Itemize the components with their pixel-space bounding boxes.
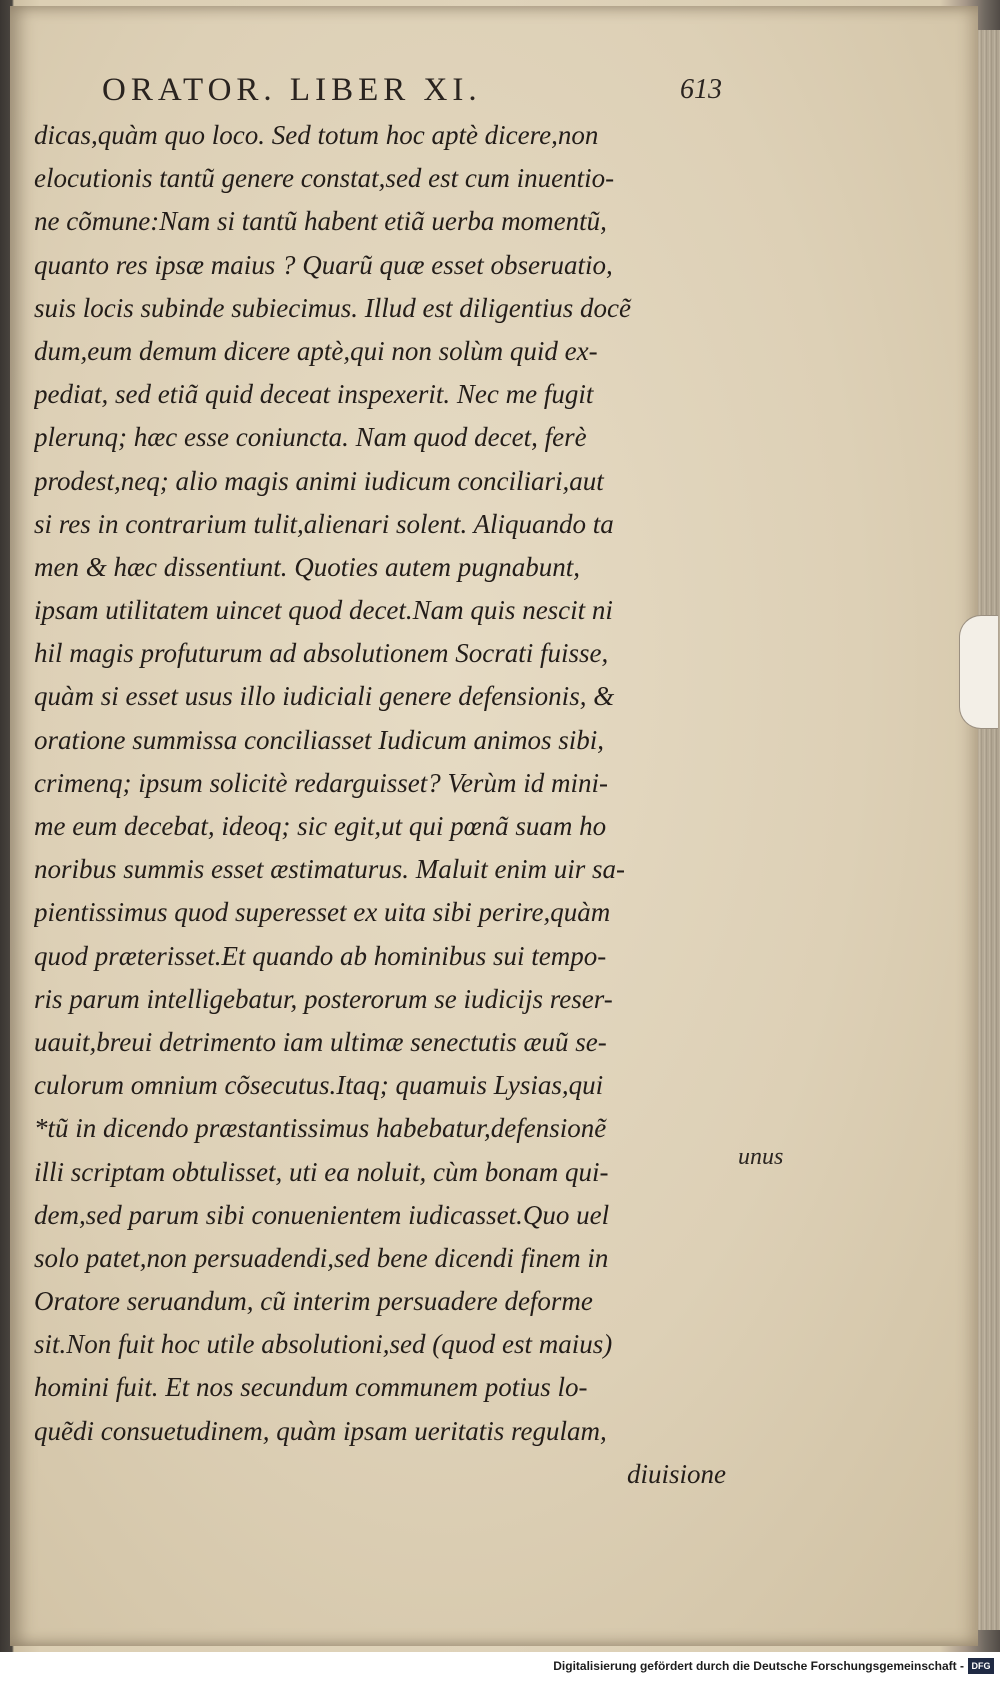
text-line: hil magis profuturum ad absolutionem Socrati fuisse, [34, 638, 609, 669]
text-line: ris parum intelligebatur, posterorum se iudicijs reser- [34, 983, 613, 1014]
text-line: me eum decebat, ideoq; sic egit,ut qui pœnã suam ho [34, 811, 607, 841]
text-line: pientissimus quod superesset ex uita sibi perire,quàm [34, 897, 611, 928]
page-header [102, 72, 722, 112]
text-line: dum,eum demum dicere aptè,qui non solùm quid ex- [34, 335, 598, 366]
text-line: men & hæc dissentiunt. Quoties autem pugnabunt, [34, 551, 580, 582]
text-line: solo patet,non persuadendi,sed bene dicendi finem in [34, 1242, 609, 1273]
book-page [10, 6, 978, 1646]
text-line: sit.Non fuit hoc utile absolutioni,sed (quod est maius) [34, 1329, 613, 1360]
footer-credit: Digitalisierung gefördert durch die Deutsche Forschungsgemeinschaft - [553, 1659, 964, 1673]
text-line: homini fuit. Et nos secundum communem potius lo- [34, 1372, 588, 1403]
text-line: ne cõmune:Nam si tantũ habent etiã uerba momentũ, [34, 206, 607, 237]
text-line: quanto res ipsæ maius ? Quarũ quæ esset obseruatio, [34, 249, 613, 280]
text-line: plerunq; hæc esse coniuncta. Nam quod decet, ferè [34, 422, 587, 453]
text-line: suis locis subinde subiecimus. Illud est diligentius docẽ [34, 292, 631, 323]
running-title: ORATOR. LIBER XI. [102, 72, 482, 108]
page-number: 613 [680, 74, 722, 105]
text-line: culorum omnium cõsecutus.Itaq; quamuis Lysias,qui [34, 1070, 604, 1101]
text-line: Oratore seruandum, cũ interim persuadere deforme [34, 1286, 593, 1317]
text-line: quẽdi consuetudinem, quàm ipsam ueritatis regulam, [34, 1415, 607, 1446]
text-line: quàm si esset usus illo iudiciali genere defensionis, & [34, 681, 615, 712]
text-line: pediat, sed etiã quid deceat inspexerit. Nec me fugit [34, 379, 594, 410]
text-line: ipsam utilitatem uincet quod decet.Nam quis nescit ni [34, 595, 613, 626]
footer-bar [0, 1652, 1000, 1684]
text-line: illi scriptam obtulisset, uti ea noluit, cùm bonam qui- [34, 1156, 609, 1187]
text-line: noribus summis esset æstimaturus. Maluit enim uir sa- [34, 854, 626, 885]
text-line: uauit,breui detrimento iam ultimæ senectutis æuũ se- [34, 1026, 607, 1057]
body-text [34, 114, 734, 1496]
page-edges [978, 30, 1000, 1630]
text-line: crimenq; ipsum solicitè redarguisset? Verùm id mini- [34, 767, 608, 798]
text-line: elocutionis tantũ genere constat,sed est cum inuentio- [34, 163, 615, 194]
text-line: si res in contrarium tulit,alienari solent. Aliquando ta [34, 508, 614, 539]
marginal-note: unus [738, 1144, 784, 1170]
text-line: prodest,neq; alio magis animi iudicum conciliari,aut [34, 465, 604, 496]
text-line: oratione summissa conciliasset Iudicum animos sibi, [34, 724, 604, 755]
dfg-logo-icon: DFG [968, 1658, 994, 1674]
text-line: *tũ in dicendo præstantissimus habebatur,defensionẽ [34, 1113, 607, 1144]
catchword: diuisione [627, 1458, 726, 1489]
text-line: quod præterisset.Et quando ab hominibus sui tempo- [34, 940, 607, 971]
text-line: dicas,quàm quo loco. Sed totum hoc aptè dicere,non [34, 120, 599, 150]
clasp-tab [959, 615, 998, 729]
text-line: dem,sed parum sibi conuenientem iudicasset.Quo uel [34, 1199, 610, 1230]
